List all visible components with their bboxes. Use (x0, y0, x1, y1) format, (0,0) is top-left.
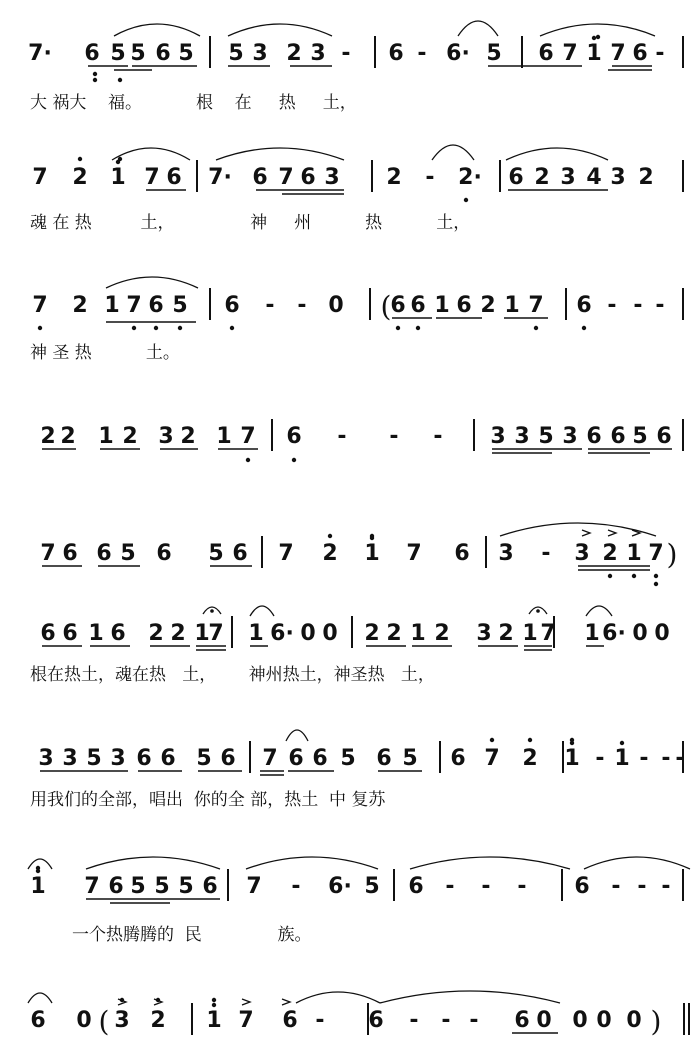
note: 6 (368, 1008, 384, 1033)
note: 7 (406, 541, 422, 566)
note: 5 (110, 41, 126, 66)
low-octave-dot (38, 326, 42, 330)
slur-arc (216, 148, 344, 160)
note: 3 (324, 165, 340, 190)
low-octave-dot (246, 458, 250, 462)
note: 7 (144, 165, 160, 190)
slur-arc (296, 992, 380, 1003)
low-octave-dot (118, 78, 122, 82)
note: 6 (376, 746, 392, 771)
note: 6 (514, 1008, 530, 1033)
note: 5 (178, 41, 194, 66)
note: 0 (654, 621, 670, 646)
note: 6 (408, 874, 424, 899)
note: - (297, 293, 307, 318)
note: 0 (322, 621, 338, 646)
note: 6 (282, 1008, 298, 1033)
low-octave-dot (464, 198, 468, 202)
note: 7 (32, 165, 48, 190)
note: 6 (252, 165, 268, 190)
note: 7 (84, 874, 100, 899)
note: 2 (386, 621, 402, 646)
note: 6 (286, 424, 302, 449)
note: 6 (288, 746, 304, 771)
fermata-dot (536, 609, 540, 613)
note: 3 (38, 746, 54, 771)
note: 6 (656, 424, 672, 449)
note: - (291, 874, 301, 899)
paren-mark: ( (98, 1005, 110, 1038)
note: 2 (386, 165, 402, 190)
note: 6 (574, 874, 590, 899)
note: 6 (576, 293, 592, 318)
note: 1 (410, 621, 426, 646)
note: 2 (60, 424, 76, 449)
note: 6· (602, 621, 626, 646)
note: 1 (248, 621, 264, 646)
note: 6· (270, 621, 294, 646)
note: 2 (534, 165, 550, 190)
slur-arc (86, 857, 220, 869)
high-octave-dot (78, 157, 82, 161)
note: 1 (110, 165, 126, 190)
note: 5 (228, 41, 244, 66)
note: 3 (514, 424, 530, 449)
note: - (517, 874, 527, 899)
note: 7 (528, 293, 544, 318)
note: 2 (40, 424, 56, 449)
slur-arc (458, 21, 498, 36)
slur-arc (410, 857, 570, 869)
note: 5 (208, 541, 224, 566)
note: 5 (632, 424, 648, 449)
note: 7 (648, 541, 664, 566)
note: 7 (246, 874, 262, 899)
note: 2 (602, 541, 618, 566)
slur-arc (432, 145, 474, 160)
accent-mark (282, 999, 290, 1005)
note: 4 (586, 165, 602, 190)
note: 5 (172, 293, 188, 318)
note: 6 (300, 165, 316, 190)
note: - (655, 41, 665, 66)
low-octave-dot (230, 326, 234, 330)
note: 2 (180, 424, 196, 449)
note: 6 (538, 41, 554, 66)
slur-arc (28, 993, 52, 1003)
low-octave-dot (396, 326, 400, 330)
note: - (661, 746, 671, 771)
note: 6 (220, 746, 236, 771)
note: 3 (158, 424, 174, 449)
note: 6 (96, 541, 112, 566)
note: 7 (238, 1008, 254, 1033)
slur-arc (506, 148, 608, 160)
slur-arc (228, 24, 332, 36)
lyric-line: 魂 在 热 土， 神 州 热 土， (30, 213, 471, 233)
note: 5 (130, 41, 146, 66)
note: 6 (40, 621, 56, 646)
low-octave-dot (292, 458, 296, 462)
note: 3 (610, 165, 626, 190)
note: - (607, 293, 617, 318)
note: 6 (148, 293, 164, 318)
note: 3 (476, 621, 492, 646)
fermata-dot (210, 609, 214, 613)
note: 7 (562, 41, 578, 66)
note: 6· (446, 41, 470, 66)
low-octave-dot (178, 326, 182, 330)
paren-mark: ) (666, 538, 678, 571)
high-octave-dot (528, 738, 532, 742)
note: 3 (560, 165, 576, 190)
note: 2 (122, 424, 138, 449)
note: 5 (340, 746, 356, 771)
note: 7 (278, 541, 294, 566)
note: 6 (30, 1008, 46, 1033)
note: 3 (252, 41, 268, 66)
accent-mark (242, 999, 250, 1005)
note: 6 (160, 746, 176, 771)
note: 3 (110, 746, 126, 771)
note: 6 (610, 424, 626, 449)
note: - (389, 424, 399, 449)
note: 6 (84, 41, 100, 66)
note: 1 (98, 424, 114, 449)
slur-arc (112, 148, 190, 160)
note: 1 (434, 293, 450, 318)
note: - (341, 41, 351, 66)
note: 0 (572, 1008, 588, 1033)
note: 0 (328, 293, 344, 318)
low-octave-dot (132, 326, 136, 330)
low-octave-dot (93, 78, 97, 82)
high-octave-dot (620, 741, 624, 745)
note: - (541, 541, 551, 566)
slur-arc (586, 606, 612, 616)
note: - (315, 1008, 325, 1033)
note: 6 (312, 746, 328, 771)
note: 5 (154, 874, 170, 899)
note: 7· (28, 41, 52, 66)
slur-arc (106, 277, 198, 288)
note: - (633, 293, 643, 318)
note: 2 (286, 41, 302, 66)
note: - (441, 1008, 451, 1033)
high-octave-dot (36, 866, 40, 870)
note: 3 (62, 746, 78, 771)
slur-arc (540, 24, 655, 36)
low-octave-dot (93, 72, 97, 76)
note: 6 (156, 541, 172, 566)
accent-mark (608, 530, 616, 536)
note: 6 (508, 165, 524, 190)
lyric-line: 一个热腾腾的 民 族。 (72, 925, 312, 945)
note: 7 (262, 746, 278, 771)
low-octave-dot (154, 326, 158, 330)
note: 7 (126, 293, 142, 318)
note: 6 (632, 41, 648, 66)
note: - (417, 41, 427, 66)
note: 5 (402, 746, 418, 771)
low-octave-dot (632, 574, 636, 578)
note: 0 (626, 1008, 642, 1033)
note: 3 (310, 41, 326, 66)
note: 2 (434, 621, 450, 646)
note: - (445, 874, 455, 899)
note: 1 (522, 621, 538, 646)
note: 6 (232, 541, 248, 566)
note: 2 (72, 293, 88, 318)
slur-arc (584, 857, 690, 869)
note: 6 (62, 541, 78, 566)
note: 5 (364, 874, 380, 899)
note: 6 (390, 293, 406, 318)
note: 2 (148, 621, 164, 646)
note: - (637, 874, 647, 899)
note: 0 (536, 1008, 552, 1033)
note: 1 (626, 541, 642, 566)
note: 2 (498, 621, 514, 646)
note: 6 (155, 41, 171, 66)
note: 1 (30, 874, 46, 899)
note: 7 (540, 621, 556, 646)
note: - (469, 1008, 479, 1033)
high-octave-dot (212, 1003, 216, 1007)
high-octave-dot (490, 738, 494, 742)
note: 1 (206, 1008, 222, 1033)
note: 2· (458, 165, 482, 190)
lyric-line: 神 圣 热 土。 (30, 343, 180, 363)
note: 5 (120, 541, 136, 566)
note: 2 (364, 621, 380, 646)
note: - (595, 746, 605, 771)
note: 3 (490, 424, 506, 449)
note: 6 (224, 293, 240, 318)
note: 7· (208, 165, 232, 190)
slur-arc (380, 991, 560, 1003)
note: 5 (130, 874, 146, 899)
note: - (433, 424, 443, 449)
note: - (655, 293, 665, 318)
note: - (611, 874, 621, 899)
note: 2 (480, 293, 496, 318)
note: 1 (584, 621, 600, 646)
note: - (425, 165, 435, 190)
note: 6 (110, 621, 126, 646)
note: 7 (484, 746, 500, 771)
paren-mark: ( (380, 290, 392, 323)
low-octave-dot (582, 326, 586, 330)
note: - (265, 293, 275, 318)
lyric-line: 根在热土，魂在热 土， 神州热土，神圣热 土， (30, 665, 435, 685)
note: 6 (456, 293, 472, 318)
low-octave-dot (608, 574, 612, 578)
lyric-line: 用我们的全部，唱出 你的全 部，热土 中 复苏 (30, 790, 386, 810)
high-octave-dot (596, 35, 600, 39)
note: 5 (486, 41, 502, 66)
note: 5 (538, 424, 554, 449)
note: 3 (574, 541, 590, 566)
note: - (675, 746, 685, 771)
accent-mark (582, 530, 590, 536)
slur-arc (246, 857, 378, 869)
note: 7 (32, 293, 48, 318)
note: 2 (638, 165, 654, 190)
note: 0 (300, 621, 316, 646)
high-octave-dot (370, 534, 374, 538)
note: 7 (240, 424, 256, 449)
note: 3 (498, 541, 514, 566)
lyric-line: 大 祸大 福。 根 在 热 土， (30, 93, 357, 113)
low-octave-dot (416, 326, 420, 330)
paren-mark: ) (650, 1005, 662, 1038)
note: 7 (208, 621, 224, 646)
note: 6 (586, 424, 602, 449)
high-octave-dot (118, 157, 122, 161)
note: 3 (562, 424, 578, 449)
note: 6· (328, 874, 352, 899)
note: - (661, 874, 671, 899)
slur-arc (114, 24, 200, 36)
note: 6 (202, 874, 218, 899)
note: 6 (388, 41, 404, 66)
slur-arc (500, 523, 656, 536)
note: 5 (178, 874, 194, 899)
note: 6 (454, 541, 470, 566)
note: 6 (410, 293, 426, 318)
note: 0 (76, 1008, 92, 1033)
low-octave-dot (654, 574, 658, 578)
low-octave-dot (654, 582, 658, 586)
note: 6 (166, 165, 182, 190)
note: - (639, 746, 649, 771)
note: - (481, 874, 491, 899)
note: 6 (108, 874, 124, 899)
note: 7 (610, 41, 626, 66)
note: 0 (596, 1008, 612, 1033)
high-octave-dot (592, 36, 596, 40)
note: 1 (216, 424, 232, 449)
high-octave-dot (570, 738, 574, 742)
note: 5 (86, 746, 102, 771)
slur-arc (286, 730, 308, 741)
note: 2 (170, 621, 186, 646)
note: 5 (196, 746, 212, 771)
note: 1 (504, 293, 520, 318)
high-octave-dot (212, 998, 216, 1002)
low-octave-dot (534, 326, 538, 330)
note: 2 (150, 1008, 166, 1033)
note: 3 (114, 1008, 130, 1033)
note: 7 (278, 165, 294, 190)
note: 2 (322, 541, 338, 566)
note: 1 (586, 41, 602, 66)
note: - (409, 1008, 419, 1033)
note: 1 (194, 621, 210, 646)
note: 1 (364, 541, 380, 566)
note: 2 (72, 165, 88, 190)
note: 1 (104, 293, 120, 318)
note: 0 (632, 621, 648, 646)
note: 1 (614, 746, 630, 771)
note: 1 (88, 621, 104, 646)
note: - (337, 424, 347, 449)
high-octave-dot (328, 534, 332, 538)
note: 6 (450, 746, 466, 771)
note: 1 (564, 746, 580, 771)
note: 6 (136, 746, 152, 771)
note: 6 (62, 621, 78, 646)
slur-arc (250, 606, 274, 616)
note: 2 (522, 746, 538, 771)
note: 7 (40, 541, 56, 566)
